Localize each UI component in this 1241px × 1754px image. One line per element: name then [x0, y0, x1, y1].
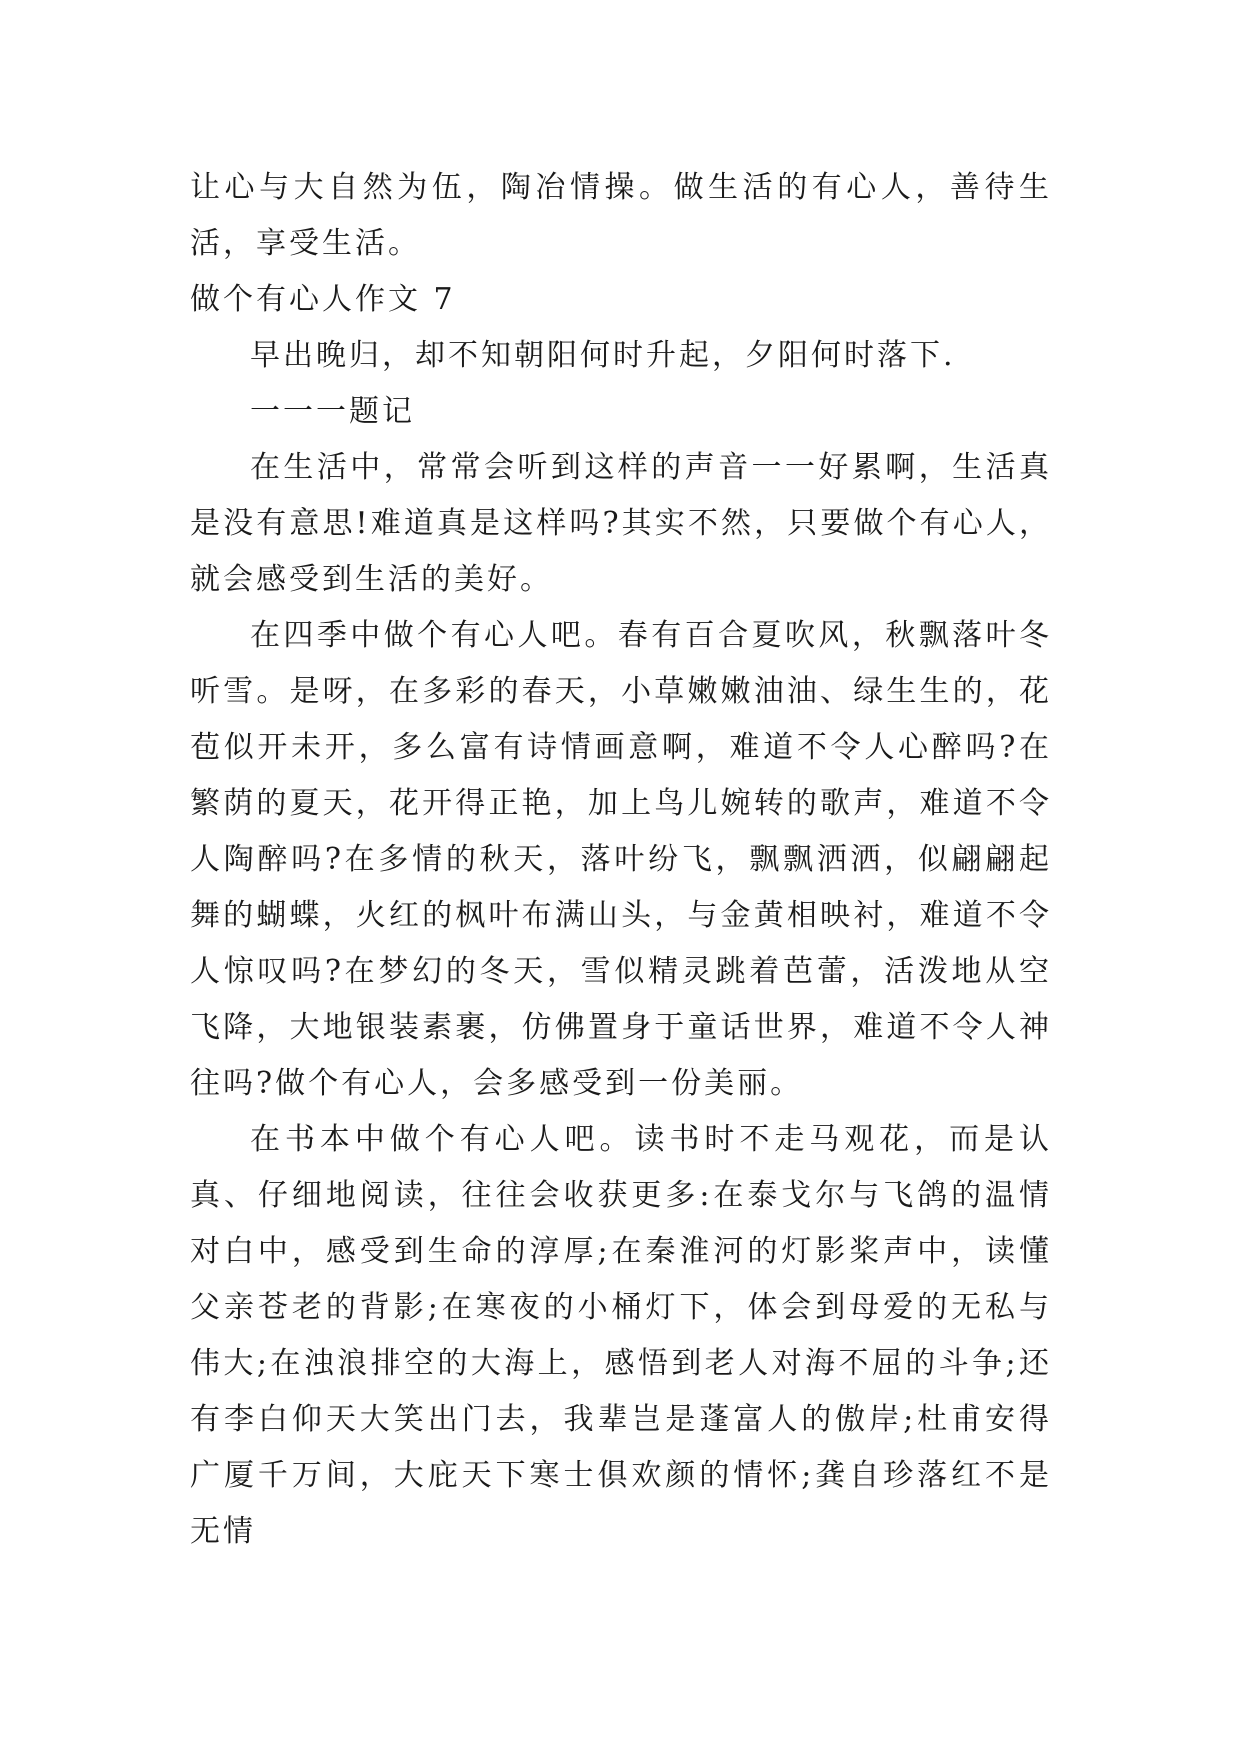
paragraph-seasons: 在四季中做个有心人吧。春有百合夏吹风，秋飘落叶冬听雪。是呀，在多彩的春天，小草嫩嫩油油、绿生生的，花苞似开未开，多么富有诗情画意啊，难道不令人心醉吗?在繁荫的夏天，花开得正艳，加上鸟儿婉转的歌声，难道不令人陶醉吗?在多情的秋天，落叶纷飞，飘飘洒洒，似翩翩起舞的蝴蝶，火红的枫叶布满山头，与金黄相映衬，难道不令人惊叹吗?在梦幻的冬天，雪似精灵跳着芭蕾，活泼地从空飞降，大地银装素裹，仿佛置身于童话世界，难道不令人神往吗?做个有心人，会多感受到一份美丽。: [190, 618, 1052, 1101]
paragraph-continued: 让心与大自然为伍，陶冶情操。做生活的有心人，善待生活，享受生活。: [190, 170, 1052, 261]
epigraph-attribution: 一一一题记: [250, 394, 415, 429]
paragraph-books: 在书本中做个有心人吧。读书时不走马观花，而是认真、仔细地阅读，往往会收获更多:在泰戈尔与飞鸽的温情对白中，感受到生命的淳厚;在秦淮河的灯影桨声中，读懂父亲苍老的背影;在寒夜的小桶灯下，体会到母爱的无私与伟大;在浊浪排空的大海上，感悟到老人对海不屈的斗争;还有李白仰天大笑出门去，我辈岂是蓬富人的傲岸;杜甫安得广厦千万间，大庇天下寒士俱欢颜的情怀;龚自珍落红不是无情: [190, 1122, 1052, 1549]
essay-title: 做个有心人作文 7: [190, 282, 456, 317]
document-body: [190, 160, 1052, 1560]
paragraph-intro: 在生活中，常常会听到这样的声音一一好累啊，生活真是没有意思!难道真是这样吗?其实不然，只要做个有心人，就会感受到生活的美好。: [190, 450, 1052, 597]
epigraph: 早出晚归，却不知朝阳何时升起，夕阳何时落下.: [250, 338, 956, 373]
